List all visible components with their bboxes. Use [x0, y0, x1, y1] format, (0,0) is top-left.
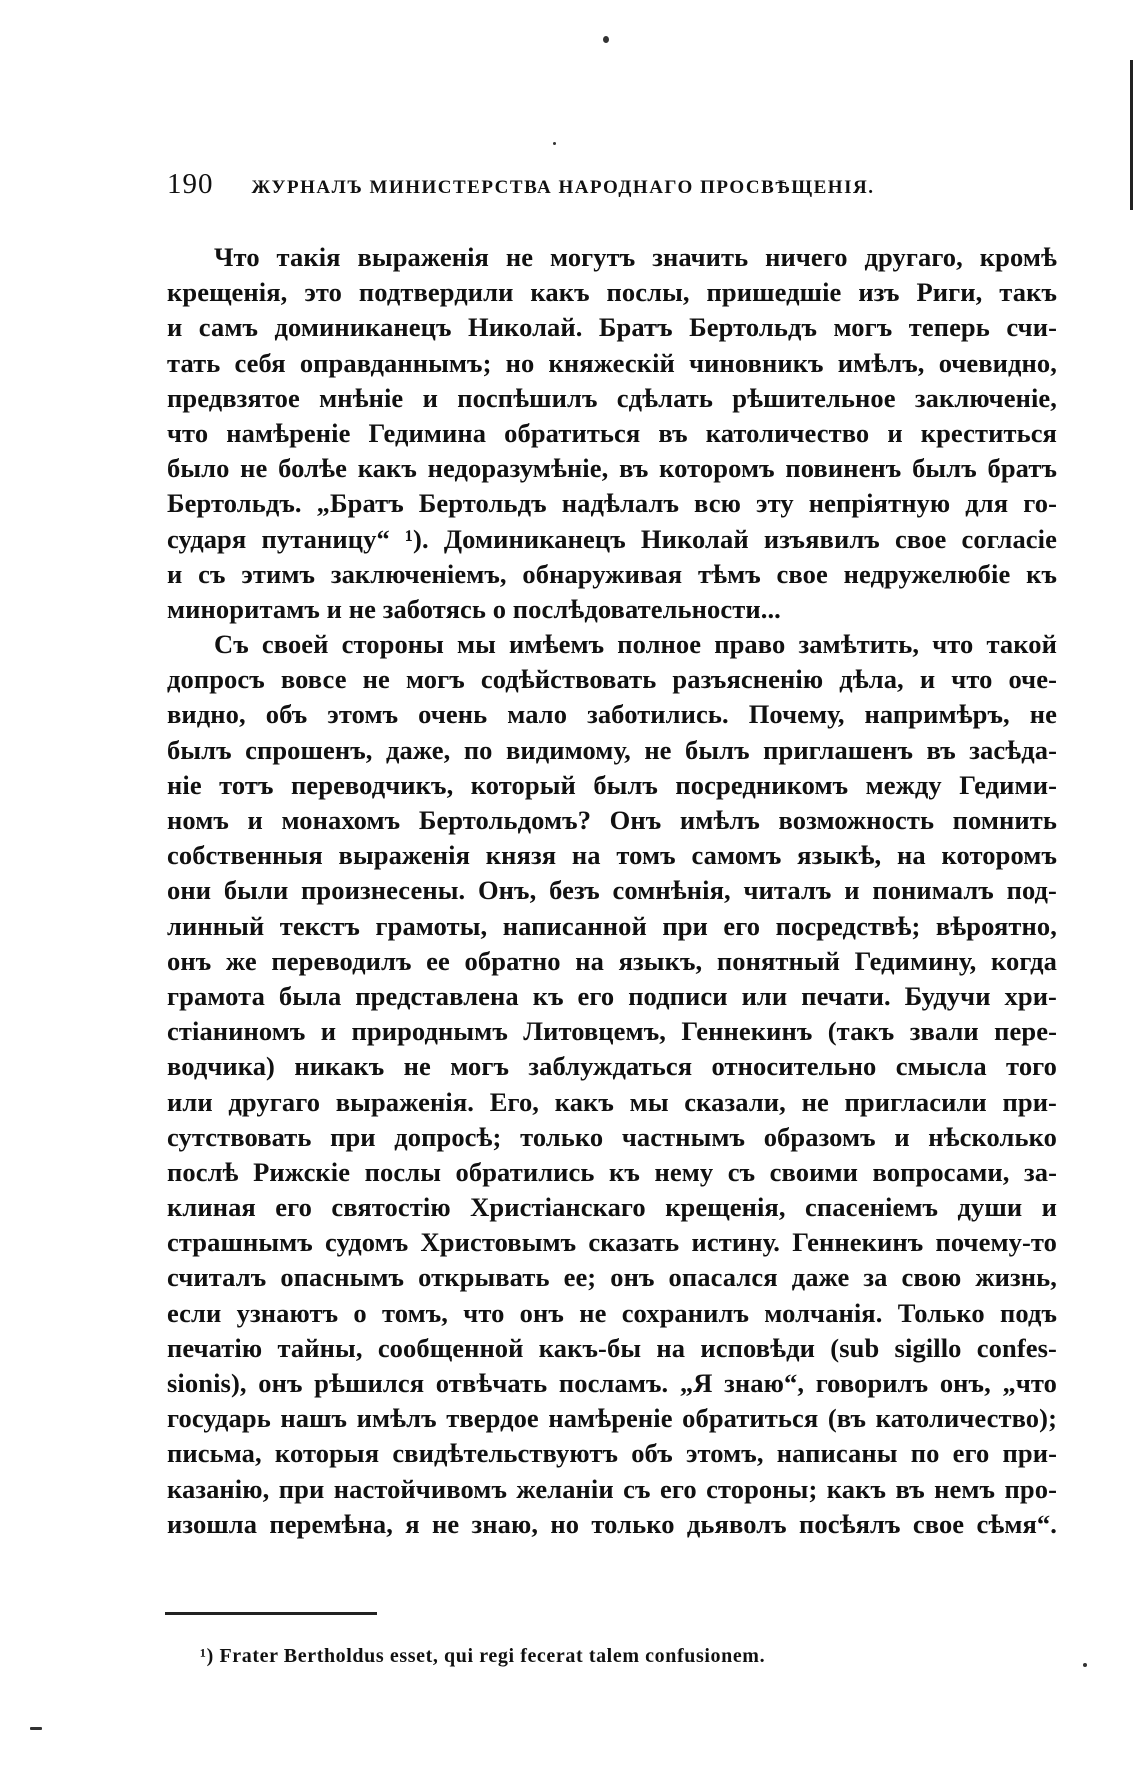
- text-line: Съ своей стороны мы имѣемъ полное право замѣтить, что такой: [214, 629, 1057, 660]
- text-line: онъ же переводилъ ее обратно на языкъ, понятный Гедимину, когда: [167, 945, 1057, 976]
- text-line: линный текстъ грамоты, написанной при его посредствѣ; вѣроятно,: [167, 910, 1057, 941]
- text-line: было не болѣе какъ недоразумѣніе, въ которомъ повиненъ былъ братъ: [167, 453, 1057, 484]
- text-line: номъ и монахомъ Бертольдомъ? Онъ имѣлъ возможность помнить: [167, 805, 1057, 835]
- text-line: казанію, при настойчивомъ желаніи съ его стороны; какъ въ немъ про-: [167, 1473, 1057, 1504]
- text-line: письма, которыя свидѣтельствуютъ объ этомъ, написаны по его при-: [167, 1438, 1057, 1469]
- text-line: сударя путаницу“ ¹). Доминиканецъ Николай изъявилъ свое согласіе: [167, 523, 1057, 554]
- footnote: ¹) Frater Bertholdus esset, qui regi fecerat talem confusionem.: [200, 1645, 766, 1667]
- text-line: и самъ доминиканецъ Николай. Братъ Бертольдъ могъ теперь счи-: [167, 312, 1057, 343]
- text-line: печатію тайны, сообщенной какъ-бы на исповѣди (sub sigillo confes-: [167, 1332, 1057, 1363]
- text-line: Бертольдъ. „Братъ Бертольдъ надѣлалъ всю эту непріятную для го-: [167, 488, 1057, 519]
- text-line: водчика) никакъ не могъ заблуждаться относительно смысла того: [167, 1051, 1057, 1082]
- scan-speck: [1083, 1663, 1087, 1667]
- text-line: страшнымъ судомъ Христовымъ сказать истину. Геннекинъ почему-то: [167, 1227, 1057, 1258]
- text-line: Что такія выраженія не могутъ значить ничего другаго, кромѣ: [214, 242, 1057, 272]
- text-line: ніе тотъ переводчикъ, который былъ посредникомъ между Гедими-: [167, 769, 1057, 800]
- text-line: изошла перемѣна, я не знаю, но только дьяволъ посѣялъ свое сѣмя“.: [167, 1508, 1057, 1539]
- text-line: sionis), онъ рѣшился отвѣчать посламъ. „Я знаю“, говорилъ онъ, „что: [167, 1368, 1057, 1398]
- text-line: послѣ Рижскіе послы обратились къ нему съ своими вопросами, за-: [167, 1156, 1057, 1187]
- text-line: сутствовать при допросѣ; только частнымъ образомъ и нѣсколько: [167, 1121, 1057, 1152]
- text-line: видно, объ этомъ очень мало заботились. Почему, напримѣръ, не: [167, 699, 1057, 730]
- page-number: 190: [167, 168, 214, 200]
- text-line: они были произнесены. Онъ, безъ сомнѣнія, читалъ и понималъ под-: [167, 875, 1057, 906]
- running-title: ЖУРНАЛЪ МИНИСТЕРСТВА НАРОДНАГО ПРОСВѢЩЕНІЯ.: [251, 177, 875, 198]
- text-line: государь нашъ имѣлъ твердое намѣреніе обратиться (въ католичество);: [167, 1403, 1057, 1434]
- body-text: [167, 240, 1057, 1542]
- scan-speck: [553, 142, 556, 145]
- text-line: допросъ вовсе не могъ содѣйствовать разъясненію дѣла, и что оче-: [167, 664, 1057, 695]
- text-line: миноритамъ и не заботясь о послѣдовательности...: [167, 593, 781, 624]
- text-line: крещенія, это подтвердили какъ послы, пришедшіе изъ Риги, такъ: [167, 277, 1057, 308]
- text-line: тать себя оправданнымъ; но княжескій чиновникъ имѣлъ, очевидно,: [167, 347, 1057, 378]
- text-line: грамота была представлена къ его подписи или печати. Будучи хри-: [167, 980, 1057, 1011]
- text-line: собственныя выраженія князя на томъ самомъ языкѣ, на которомъ: [167, 840, 1057, 871]
- footnote-rule: [165, 1612, 377, 1615]
- text-line: и съ этимъ заключеніемъ, обнаруживая тѣмъ свое недружелюбіе къ: [167, 558, 1057, 589]
- text-line: если узнаютъ о томъ, что онъ не сохранилъ молчанія. Только подъ: [167, 1297, 1057, 1328]
- scan-speck: [603, 36, 609, 43]
- text-line: клиная его святостію Христіанскаго крещенія, спасеніемъ души и: [167, 1192, 1057, 1223]
- text-line: что намѣреніе Гедимина обратиться въ католичество и креститься: [167, 417, 1057, 448]
- text-line: былъ спрошенъ, даже, по видимому, не былъ приглашенъ въ засѣда-: [167, 734, 1057, 765]
- text-line: считалъ опаснымъ открывать ее; онъ опасался даже за свою жизнь,: [167, 1262, 1057, 1293]
- text-line: или другаго выраженія. Его, какъ мы сказали, не пригласили при-: [167, 1086, 1057, 1117]
- scan-margin-mark: [1130, 60, 1133, 210]
- text-line: стіаниномъ и природнымъ Литовцемъ, Геннекинъ (такъ звали пере-: [167, 1016, 1057, 1047]
- page-header: [167, 168, 967, 208]
- text-line: предвзятое мнѣніе и поспѣшилъ сдѣлать рѣшительное заключеніе,: [167, 382, 1057, 413]
- scan-speck: [30, 1727, 42, 1730]
